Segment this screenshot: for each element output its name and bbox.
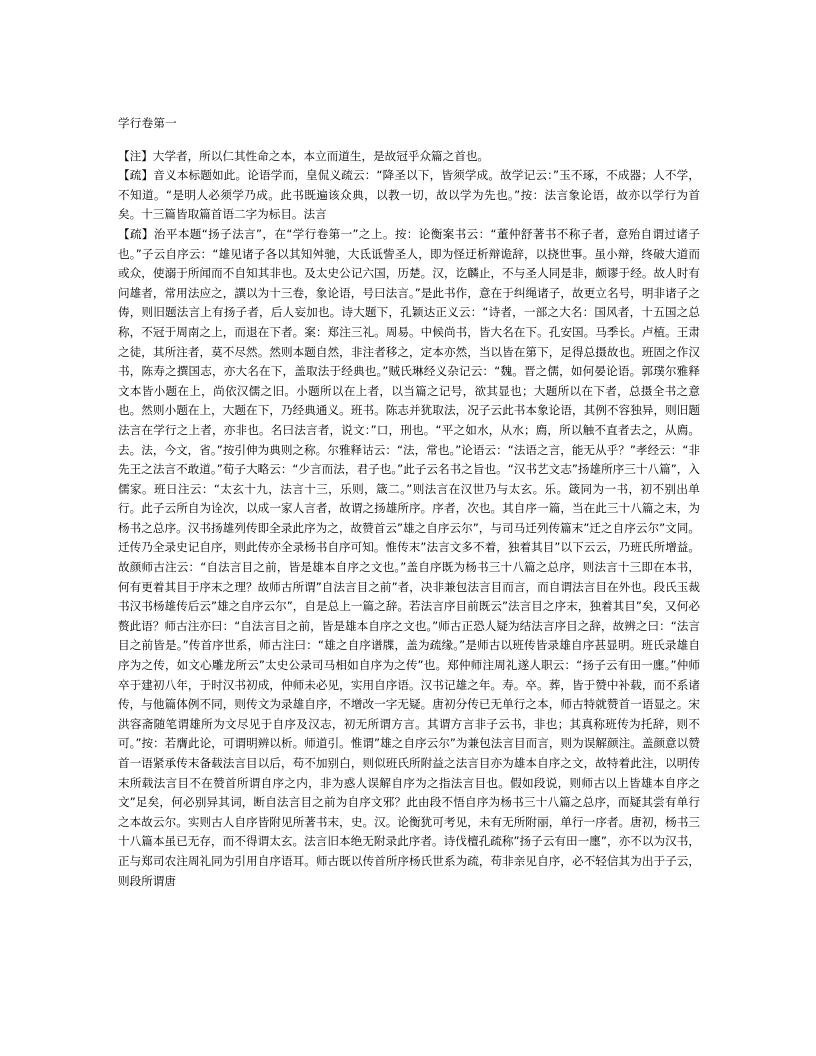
paragraph-shu-2: 【疏】治平本题“扬子法言”，在“学行卷第一”之上。按：论衡案书云：“董仲舒著书不称子者，意殆自谓过诸子也。”子云自序云：“雄见诸子各以其知舛驰，大氐诋訾圣人，即为怪迂析辩诡辞，以挠世事。虽小辩，终破大道而或众，使溺于所闻而不自知其非也。及太史公记六国，历楚。汉，讫麟止，不与圣人同是非，颇谬于经。故人时有问雄者，常用法应之，譔以为十三卷，象论语，号曰法言。”是此书作，意在于纠绳诸子，故更立名号，明非诸子之俦，则旧题法言上有扬子者，后人妄加也。诗大题下，孔颖达正义云：“诗者，一部之大名：国风者，十五国之总称，不冠于周南之上，而退在下者。案：郑注三礼。周易。中候尚书，皆大名在下。孔安国。马季长。卢植。王肃之徒，其所注者，莫不尽然。然则本题自然，非注者移之，定本亦然，当以皆在第下，足得总摄故也。班固之作汉书，陈寿之撰国志，亦大名在下，盖取法于经典也。”贼氏琳经义杂记云：“魏。晋之儒，如何晏论语。郭璞尔雅释文本皆小题在上，尚依汉儒之旧。小题所以在上者，以当篇之记号，欲其显也；大题所以在下者，总摄全书之意也。然则小题在上，大题在下，乃经典通义。班书。陈志并犹取法，况子云此书本象论语，其例不容独异，则旧题法言在学行之上者，亦非也。名曰法言者，说文：”口，刑也。“平之如水，从水；廌，所以触不直者去之，从廌。去。法，今文，省。”按引伸为典则之称。尔雅释诂云：“法，常也。”论语云：“法语之言，能无从乎？”孝经云：“非先王之法言不敢道。”荀子大略云：“少言而法，君子也。”此子云名书之旨也。“汉书艺文志”扬雄所序三十八篇”，入儒家。班日注云：“太玄十九，法言十三，乐则，箴二。”则法言在汉世乃与太玄。乐。箴同为一书，初不别出单行。此子云所自为诠次，以成一家人言者，故谓之扬雄所序。序者，次也。其自序一篇，当在此三十八篇之末，为杨书之总序。汉书扬雄列传即全录此序为之，故赞首云”雄之自序云尔”，与司马迁列传篇末”迁之自序云尔”文同。迁传乃全录史记自序，则此传亦全录杨书自序可知。惟传末”法言文多不着，独着其目”以下云云，乃班氏所增益。故颜师古注云：“自法言目之前，皆是雄本自序之文也。”盖自序既为杨书三十八篇之总序，则法言十三即在本书，何有更着其目于序末之理？故师古所谓”自法言目之前”者，决非兼包法言目而言，而自谓法言目在外也。段氏玉裁书汉书杨雄传后云”雄之自序云尔”，自是总上一篇之辞。若法言序目前既云”法言目之序末，独着其目”矣，又何必赘此语？师古注亦曰：“自法言目之前，皆是雄本自序之文也。”师古正恐人疑为结法言序目之辞，故辨之曰：“法言目之前皆是。”传首序世系，师古注曰：“雄之自序谱牒，盖为疏缘。”是师古以班传皆录雄自序甚显明。班氏录雄自序为之传，如文心雕龙所云”太史公录司马相如自序为之传”也。郑仲师注周礼遂人职云：“扬子云有田一廛。”仲师卒于建初八年，于时汉书初成，仲师未必见，实用自序语。汉书记雄之年。寿。卒。葬，皆于赞中补载，而不系诸传，与他篇体例不同，则传文为录雄自序，不增改一字无疑。唐初分传已无单行之本，师古特就赞首一语显之。宋洪容斋随笔谓雄所为文尽见于自序及汉志，初无所谓方言。其谓方言非子云书，非也；其真称班传为托辞，则不可。”按：若膺此论，可谓明辨以析。师道引。惟谓”雄之自序云尔”为兼包法言目而言，则为误解颜注。盖颜意以赞首一语紧承传末备载法言目以后，苟不加别白，则似班氏所附益之法言目亦为雄本自序之文，故特着此注，以明传末所载法言目不在赞首所谓自序之内，非为惑人误解自序为之指法言目也。假如段说，则师古以上皆雄本自序之文”足矣，何必别异其词，断自法言目之前为自序文邪？此由段不悟自序为杨书三十八篇之总序，而疑其尝有单行之本故云尔。实则古人自序皆附见所著书末，史。汉。论衡犹可考见，未有无所附丽，单行一序者。唐初，杨书三十八篇本虽已无存，而不得谓太玄。法言旧本绝无附录此序者。诗伐檀孔疏称”扬子云有田一廛”，亦不以为汉书，正与郑司农注周礼同为引用自序语耳。师古既以传首所序杨氏世系为疏，苟非亲见自序，必不轻信其为出于子云，则段所谓唐 [118,226,700,888]
paragraph-shu-1: 【疏】音义本标题如此。论语学而，皇侃义疏云：“降圣以下，皆须学成。故学记云：”玉不琢，不成器；人不学，不知道。“是明人必须学乃成。此书既遍该众典，以教一切，故以学为先也。”按：法言象论语，故亦以学行为首矣。十三篇皆取篇首语二字为标目。法言 [118,168,700,222]
document-body [118,114,700,891]
page-title: 学行卷第一 [118,116,177,130]
paragraph-note: 【注】大学者，所以仁其性命之本，本立而道生，是故冠乎众篇之首也。 [118,148,490,163]
